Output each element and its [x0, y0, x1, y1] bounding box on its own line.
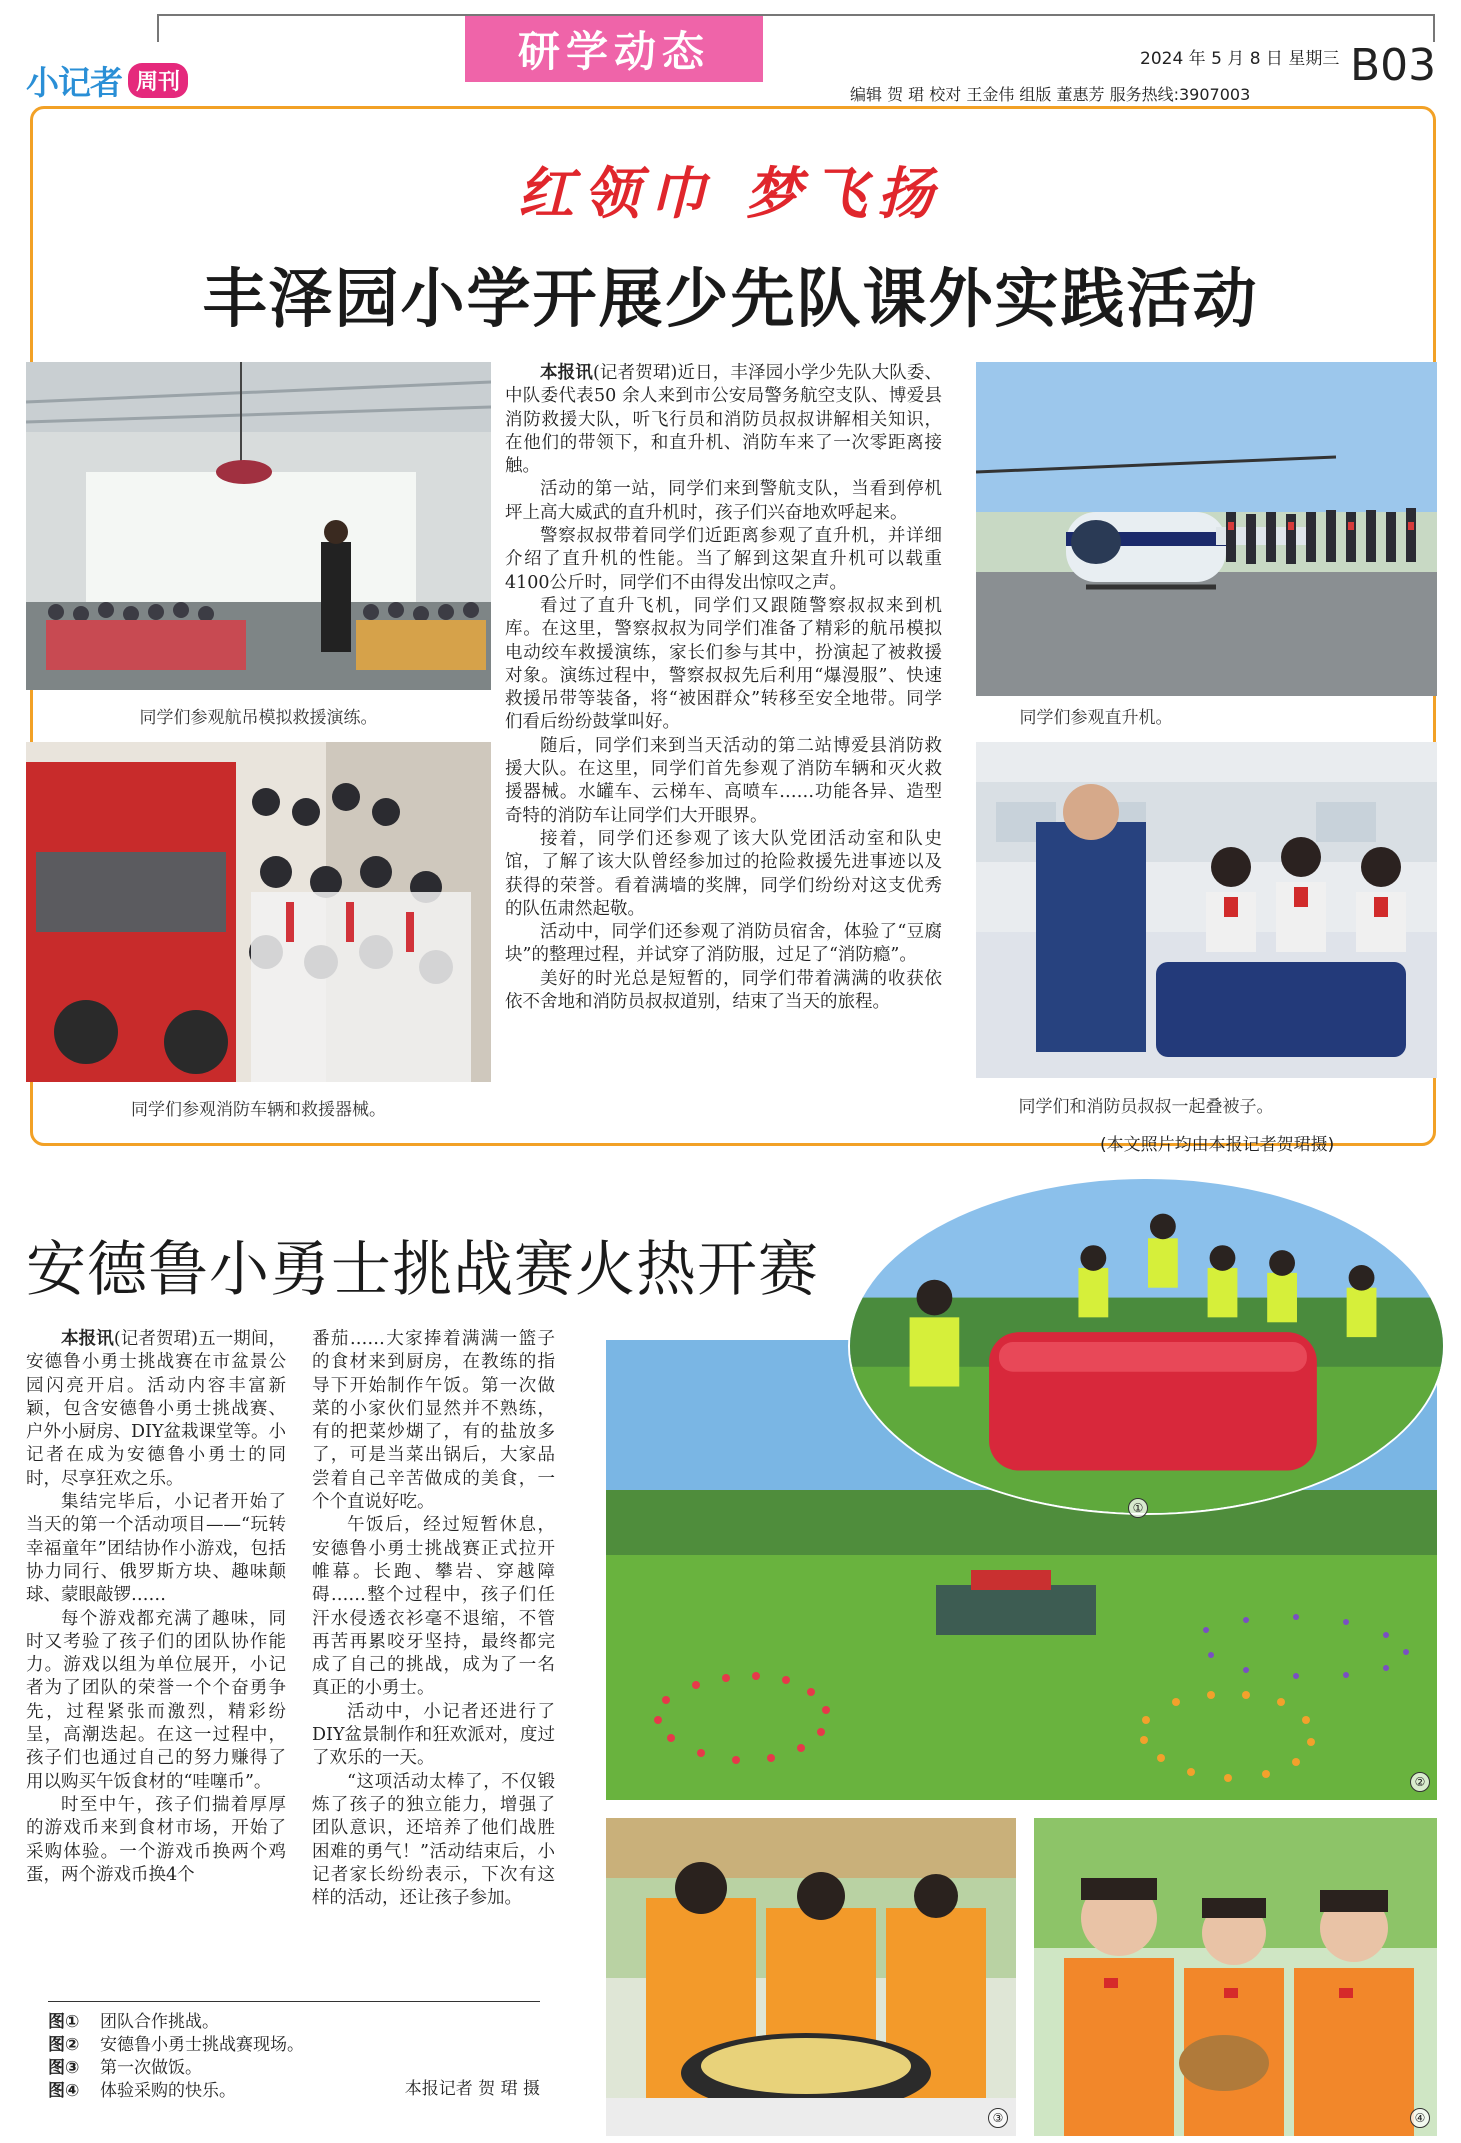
article2-lead: (记者贺珺)五一期间，安德鲁小勇士挑战赛在市盆景公园闪亮开启。活动内容丰富新颖，包含安德鲁小勇士挑战赛、户外小厨房、DIY盆栽课堂等。小记者在成为安德鲁小勇士的同时，尽享狂欢之乐。 [26, 1329, 287, 1489]
issue-date: 2024 年 5 月 8 日 星期三 [1140, 49, 1340, 69]
photo-credit: (本文照片均由本报记者贺珺摄) [1100, 1135, 1335, 1155]
photo-legend [48, 2007, 540, 2099]
photo-marker-2: ② [1410, 1772, 1430, 1792]
legend-text: 安德鲁小勇士挑战赛现场。 [100, 2035, 304, 2055]
article1-paragraph: 接着，同学们还参观了该大队党团活动室和队史馆，了解了该大队曾经参加过的抢险救援先进事迹以及获得的荣誉。看着满墙的奖牌，同学们纷纷对这支优秀的队伍肃然起敬。 [505, 828, 942, 919]
photo-marker-3: ③ [988, 2108, 1008, 2128]
logo-text: 小记者 [26, 62, 122, 102]
legend-label: 图② [48, 2035, 80, 2055]
article1-kicker: 红领巾 梦飞扬 [517, 161, 944, 227]
legend-text: 第一次做饭。 [100, 2058, 202, 2078]
photo-helicopter [976, 362, 1437, 696]
dateline-label: 本报讯 [61, 1329, 114, 1349]
legend-item [48, 2007, 540, 2030]
header-rule-right [1433, 14, 1435, 42]
photo-1-team-challenge [848, 1177, 1445, 1515]
article2-paragraph: 时至中午，孩子们揣着厚厚的游戏币来到食材市场，开始了采购体验。一个游戏币换两个鸡蛋，两个游戏币换4个 [26, 1794, 286, 1885]
photo-marker-4: ④ [1410, 2108, 1430, 2128]
legend-label: 图④ [48, 2081, 80, 2101]
article2-column-1 [26, 1328, 286, 1887]
newspaper-logo [26, 58, 246, 102]
article1-lead: (记者贺珺)近日，丰泽园小学少先队大队委、中队委代表50 余人来到市公安局警务航空支队、博爱县消防救援大队，听飞行员和消防员叔叔讲解相关知识，在他们的带领下，和直升机、消防车来了一次零距离接触。 [505, 363, 942, 477]
article2-paragraph: 每个游戏都充满了趣味，同时又考验了孩子们的团队协作能力。游戏以组为单位展开，小记者为了团队的荣誉一个个奋勇争先，过程紧张而激烈，精彩纷呈，高潮迭起。在这一过程中，孩子们也通过自己的努力赚得了用以购买午饭食材的“哇噻币”。 [26, 1608, 286, 1792]
article2-column-2 [312, 1328, 555, 1910]
legend-text: 体验采购的快乐。 [100, 2081, 236, 2101]
photo-quilt-folding [976, 742, 1437, 1078]
caption-quilt: 同学们和消防员叔叔一起叠被子。 [1018, 1097, 1274, 1117]
legend-text: 团队合作挑战。 [100, 2012, 219, 2032]
article1-paragraph: 看过了直升飞机，同学们又跟随警察叔叔来到机库。在这里，警察叔叔为同学们准备了精彩的航吊模拟电动绞车救援演练，家长们参与其中，扮演起了被救援对象。演练过程中，警察叔叔先后利用“爆漫服”、快速救援吊带等装备，将“被困群众”转移至安全地带。同学们看后纷纷鼓掌叫好。 [505, 595, 942, 733]
caption-fire-truck: 同学们参观消防车辆和救援器械。 [131, 1100, 386, 1120]
caption-helicopter: 同学们参观直升机。 [1019, 708, 1173, 728]
article2-paragraph: 活动中，小记者还进行了DIY盆景制作和狂欢派对，度过了欢乐的一天。 [312, 1701, 555, 1769]
section-title: 研学动态 [465, 16, 763, 82]
legend-label: 图③ [48, 2058, 80, 2078]
header-rule-left [157, 14, 159, 42]
article2-paragraph: “这项活动太棒了，不仅锻炼了孩子的独立能力，增强了团队意识，还培养了他们战胜困难的勇气！”活动结束后，小记者家长纷纷表示，下次有这样的活动，还让孩子参加。 [312, 1771, 555, 1909]
legend-item [48, 2053, 540, 2076]
caption-hangar: 同学们参观航吊模拟救援演练。 [139, 708, 378, 728]
editorial-staff: 编辑 贺 珺 校对 王金伟 组版 董惠芳 服务热线:3907003 [850, 85, 1251, 104]
article1-paragraph: 活动的第一站，同学们来到警航支队，当看到停机坪上高大威武的直升机时，孩子们兴奋地欢呼起来。 [505, 479, 942, 523]
article1-body [505, 362, 942, 1014]
legend-label: 图① [48, 2012, 80, 2032]
dateline-label: 本报讯 [540, 363, 593, 383]
article1-paragraph: 美好的时光总是短暂的，同学们带着满满的收获依依不舍地和消防员叔叔道别，结束了当天的旅程。 [505, 968, 942, 1013]
article1-headline: 丰泽园小学开展少先队课外实践活动 [202, 263, 1259, 337]
article1-paragraph: 警察叔叔带着同学们近距离参观了直升机，并详细介绍了直升机的性能。当了解到这架直升机可以载重4100公斤时，同学们不由得发出惊叹之声。 [505, 526, 942, 593]
header-rule [157, 14, 1435, 16]
article1-paragraph: 活动中，同学们还参观了消防员宿舍，体验了“豆腐块”的整理过程，并试穿了消防服，过足了“消防瘾”。 [505, 922, 942, 966]
article2-headline: 安德鲁小勇士挑战赛火热开赛 [26, 1235, 819, 1305]
legend-item [48, 2030, 540, 2053]
legend-rule [48, 2001, 540, 2002]
photo-4-shopping-fun [1034, 1818, 1437, 2136]
article1-paragraph: 随后，同学们来到当天活动的第二站博爱县消防救援大队。在这里，同学们首先参观了消防车辆和灭火救援器械。水罐车、云梯车、高喷车……功能各异、造型奇特的消防车让同学们大开眼界。 [505, 735, 942, 826]
photo-3-first-cooking [606, 1818, 1016, 2136]
article2-paragraph: 番茄……大家捧着满满一篮子的食材来到厨房，在教练的指导下开始制作午饭。第一次做菜的小家伙们显然并不熟练，有的把菜炒煳了，有的盐放多了，可是当菜出锅后，大家品尝着自己辛苦做成的美食，一个个直说好吃。 [312, 1329, 555, 1513]
article2-paragraph: 午饭后，经过短暂休息，安德鲁小勇士挑战赛正式拉开帷幕。长跑、攀岩、穿越障碍……整个过程中，孩子们任汗水侵透衣衫毫不退缩，不管再苦再累咬牙坚持，最终都完成了自己的挑战，成为了一名真正的小勇士。 [312, 1515, 555, 1699]
article2-paragraph: 集结完毕后，小记者开始了当天的第一个活动项目——“玩转幸福童年”团结协作小游戏，包括协力同行、俄罗斯方块、趣味颠球、蒙眼敲锣…… [26, 1492, 286, 1606]
photo-marker-1: ① [1128, 1498, 1148, 1518]
logo-badge: 周刊 [128, 63, 188, 98]
photo-fire-truck [26, 742, 491, 1082]
photo-hangar-drill [26, 362, 491, 690]
legend-credit: 本报记者 贺 珺 摄 [404, 2079, 540, 2099]
page-number: B03 [1350, 40, 1437, 91]
